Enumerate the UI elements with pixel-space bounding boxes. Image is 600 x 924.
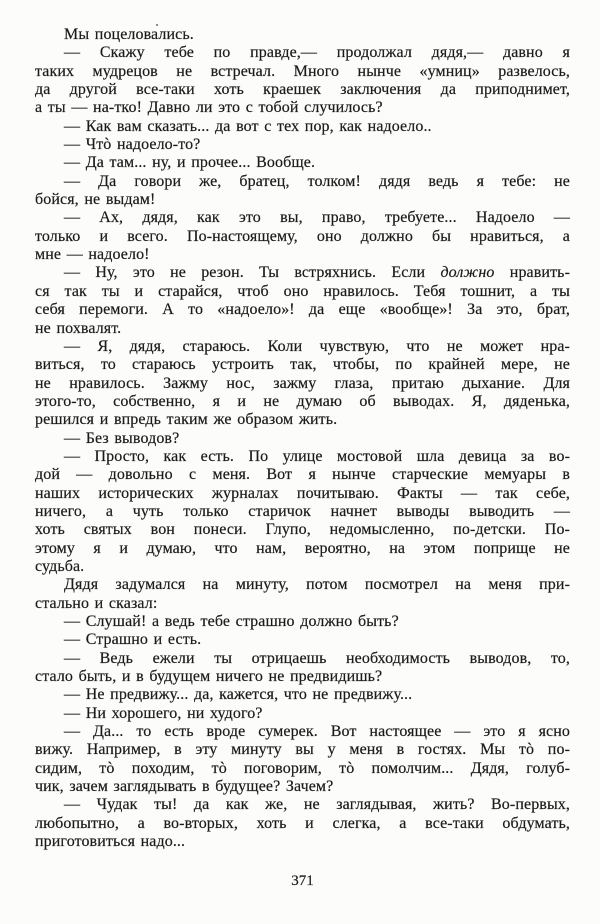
text-line: ся так ты и старайся, чтоб оно нравилось. Тебя тошнит, а ты <box>35 282 570 300</box>
page-number: 371 <box>291 873 314 889</box>
text-line: таких мудрецов не встречал. Много нынче «умниц» развелось, <box>35 62 570 80</box>
text-line: а ты — на-тко! Давно ли это с тобой случилось? <box>35 99 383 117</box>
text-line: приготовиться надо... <box>35 833 186 851</box>
text-line: бойся, не выдам! <box>35 191 156 209</box>
text-line: хоть святых вон понеси. Глупо, недомысленно, по-детски. По- <box>35 521 570 539</box>
text-block <box>35 26 570 851</box>
text-line: чик, зачем заглядывать в будущее? Зачем? <box>35 778 334 796</box>
text-line: — Слушай! а ведь тебе страшно должно быть? <box>64 613 399 630</box>
text-line: — Ни хорошего, ни худого? <box>64 704 263 722</box>
text-line: Мы поцеловались. <box>64 26 194 43</box>
text-line: — Да... то есть вроде сумерек. Вот настоящее — это я ясно <box>64 723 570 741</box>
text-line: да другой все-таки хоть краешек заключения да приподнимет, <box>35 81 570 99</box>
text-line: этому я и думаю, что нам, вероятно, на этом поприще не <box>35 539 570 557</box>
text-line: не похвалят. <box>35 319 122 337</box>
text-line: только и всего. По-настоящему, оно должно бы нравиться, а <box>35 227 570 245</box>
text-line: — Я, дядя, стараюсь. Коли чувствую, что не может нра- <box>64 337 570 355</box>
text-line: — Страшно и есть. <box>64 631 202 649</box>
text-line: наших исторических журналах почитываю. Факты — так себе, <box>35 484 570 502</box>
text-line: любопытно, а во-вторых, хоть и слегка, а все-таки обдумать, <box>35 814 570 832</box>
text-line: — Ведь ежели ты отрицаешь необходимость выводов, то, <box>64 649 570 667</box>
text-line: — Чтò надоело-то? <box>64 136 201 154</box>
text-line: решился и впредь таким же образом жить. <box>35 411 338 429</box>
text-line: судьба. <box>35 557 85 575</box>
text-line: — Ну, это не резон. Ты встряхнись. Если должно нравить- <box>64 264 570 282</box>
text-line: не нравилось. Зажму нос, зажму глаза, притаю дыхание. Для <box>35 374 570 392</box>
text-line: себя перемоги. А то «надоело»! да еще «вообще»! За это, брат, <box>35 301 570 319</box>
text-line: — Без выводов? <box>64 429 180 447</box>
text-line: — Да там... ну, и прочее... Вообще. <box>64 154 316 172</box>
text-line: этого-то, собственно, я и не думаю об выводах. Я, дяденька, <box>35 392 570 410</box>
text-line: Дядя задумался на минуту, потом посмотрел на меня при- <box>64 576 570 594</box>
text-line: — Скажу тебе по правде,— продолжал дядя,— давно я <box>64 44 570 62</box>
text-line: — Просто, как есть. По улице мостовой шла девица за во- <box>64 447 570 465</box>
text-line: мне — надоело! <box>35 246 150 264</box>
text-line: — Как вам сказать... да вот с тех пор, как надоело.. <box>64 117 432 135</box>
text-line: — Чудак ты! да как же, не заглядывая, жить? Во-первых, <box>64 796 570 814</box>
text-line: дой — довольно с меня. Вот я нынче старческие мемуары в <box>35 466 570 484</box>
text-line: сидим, тò походим, тò поговорим, тò помолчим... Дядя, голуб- <box>35 759 570 777</box>
text-line: стально и сказал: <box>35 594 158 612</box>
text-line: — Да говори же, братец, толком! дядя ведь я тебе: не <box>64 172 570 190</box>
text-line: виться, то стараюсь устроить так, чтобы, по крайней мере, не <box>35 356 570 374</box>
text-line: ничего, а чуть только старичок начнет выводы выводить — <box>35 502 570 520</box>
text-line: — Ах, дядя, как это вы, право, требуете... Надоело — <box>64 209 570 227</box>
text-line: вижу. Например, в эту минуту вы у меня в гостях. Мы тò по- <box>35 741 570 759</box>
text-line: — Не предвижу... да, кажется, что не предвижу... <box>64 686 413 704</box>
text-line: стало быть, и в будущем ничего не предвидишь? <box>35 668 383 686</box>
